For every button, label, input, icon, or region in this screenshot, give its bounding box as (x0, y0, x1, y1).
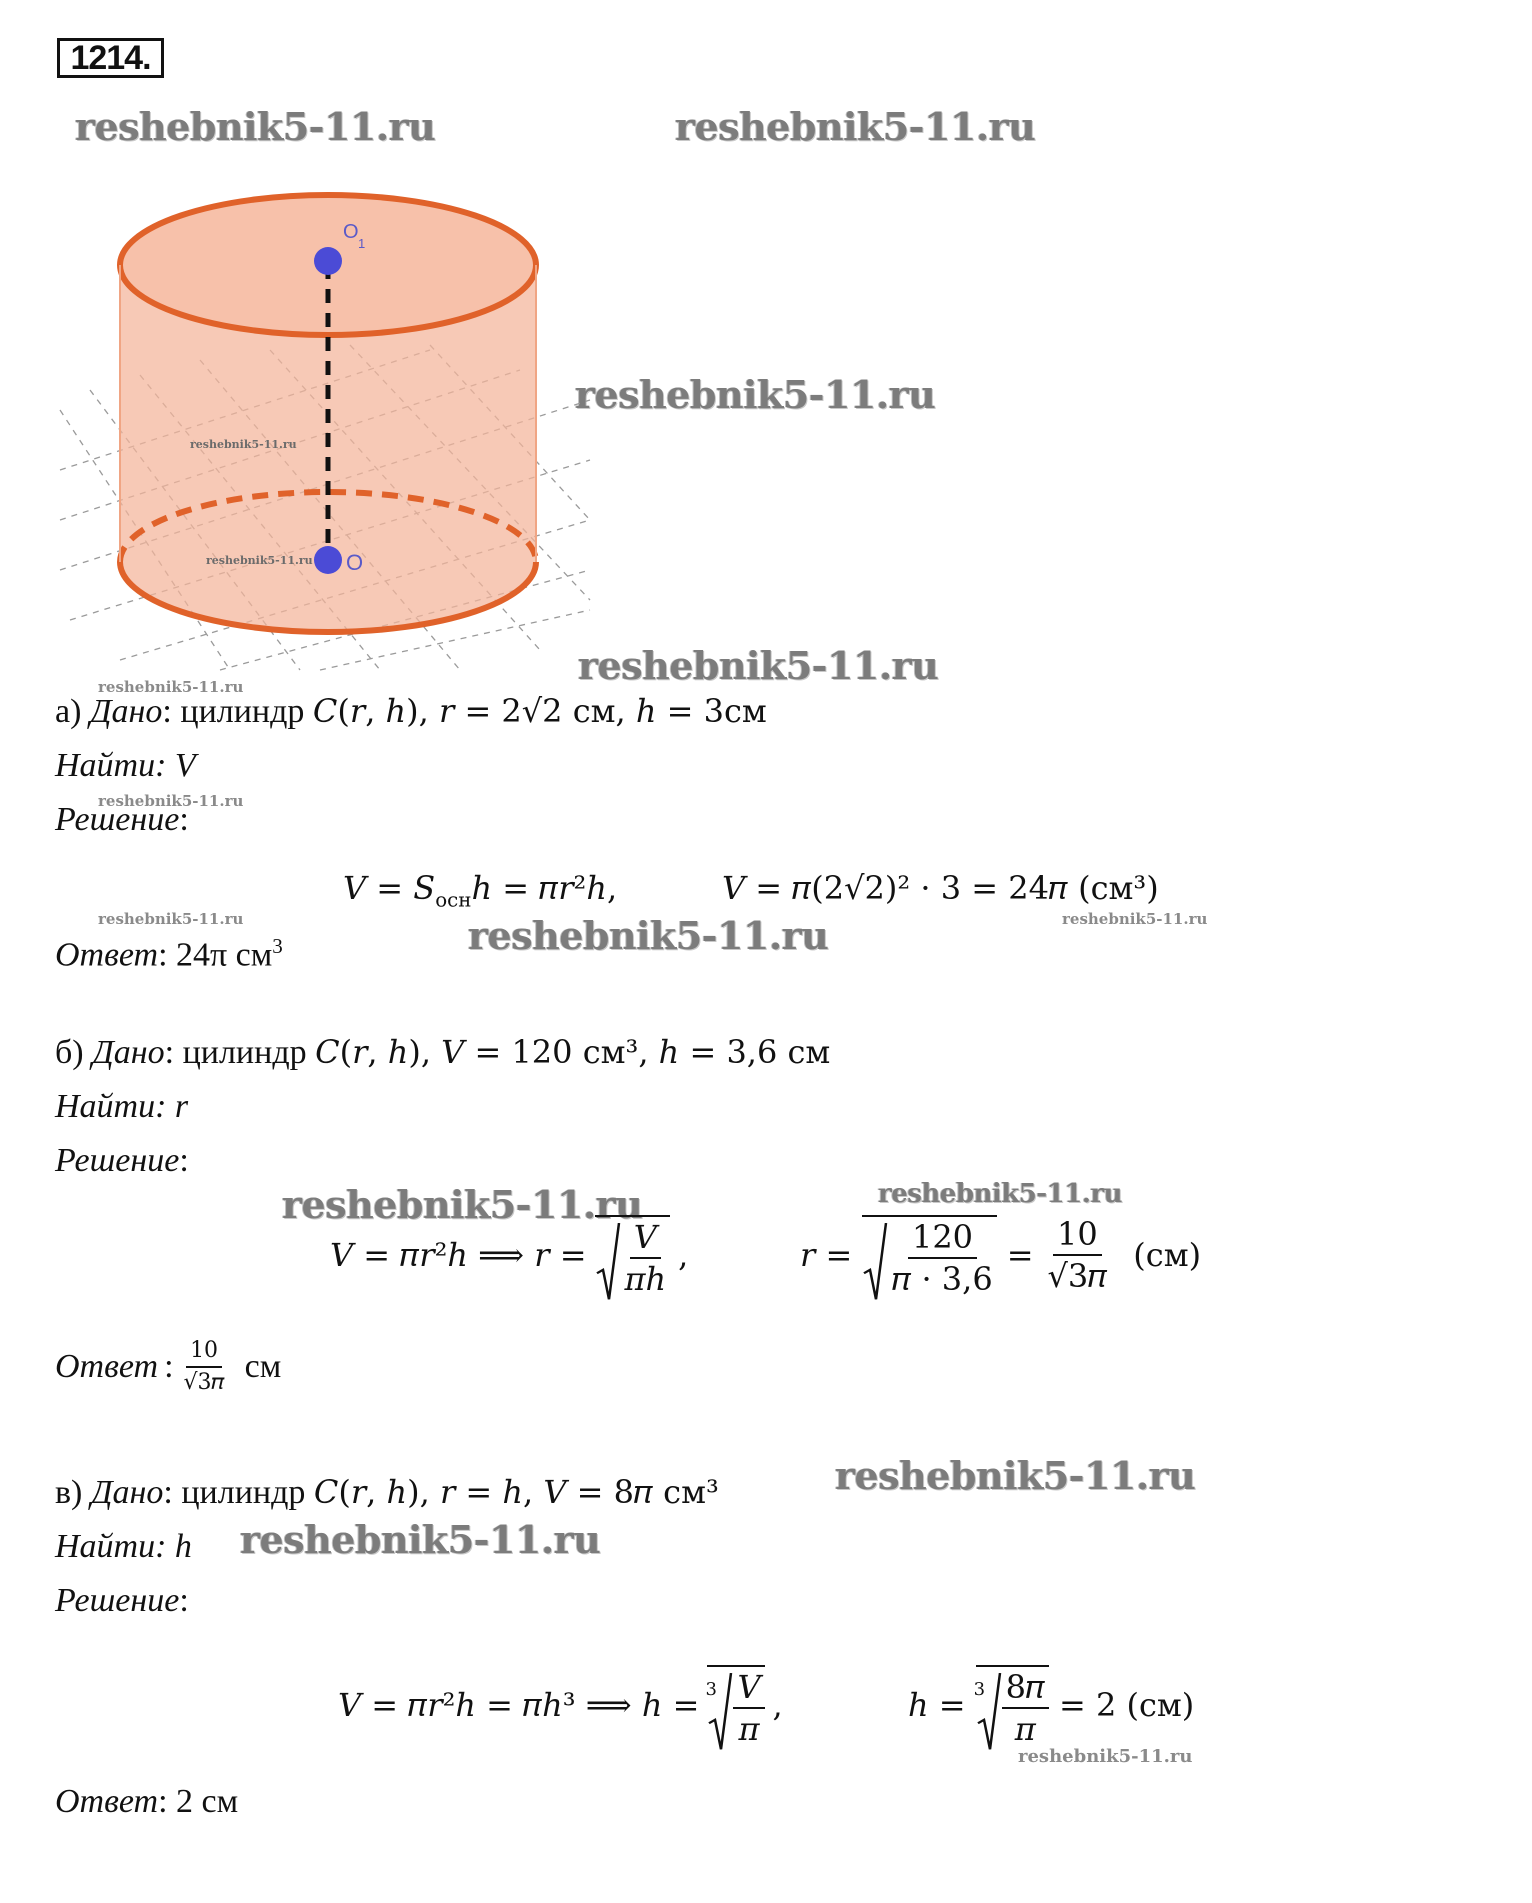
find-text: : r (155, 1088, 189, 1125)
watermark: reshebnik5-11.ru (835, 1453, 1196, 1498)
part-a-letter: а) (55, 693, 82, 730)
unit: (см) (1133, 1236, 1202, 1274)
watermark: reshebnik5-11.ru (468, 913, 829, 958)
watermark-small: reshebnik5-11.ru (98, 678, 244, 696)
frac1-den: 𝜋 (738, 1710, 760, 1748)
part-c-formula-right (908, 1655, 1194, 1755)
watermark-small: reshebnik5-11.ru (98, 910, 244, 928)
solution-colon: : (179, 1142, 189, 1179)
problem-number: 1214. (57, 38, 164, 78)
frac3-num: 10 (1053, 1218, 1102, 1256)
answer-colon: : (164, 1348, 174, 1385)
frac1-den: 𝜋ℎ (624, 1260, 667, 1298)
part-c-answer (55, 1782, 238, 1822)
part-b-letter: б) (55, 1034, 84, 1071)
watermark-tiny: reshebnik5-11.ru (206, 554, 313, 567)
comma: , (772, 1686, 783, 1724)
root-index: 3 (705, 1679, 717, 1700)
frac2-den: 𝜋 · 3,6 (892, 1260, 993, 1298)
solution-colon: : (179, 1582, 189, 1619)
formula-mid: ℎ = 𝜋𝑟²ℎ, (471, 869, 618, 907)
part-b-solution (55, 1141, 189, 1181)
watermark: reshebnik5-11.ru (575, 372, 936, 417)
watermark: reshebnik5-11.ru (240, 1517, 601, 1562)
cylinder-figure (50, 170, 610, 690)
part-a-solution (55, 800, 189, 840)
watermark: reshebnik5-11.ru (282, 1182, 643, 1227)
given-label: Дано (92, 1034, 165, 1071)
watermark: reshebnik5-11.ru (675, 104, 1036, 149)
part-b-formula-right (800, 1210, 1201, 1300)
solution-colon: : (179, 801, 189, 838)
solution-label: Решение (55, 1142, 180, 1179)
given-math: 𝐶(𝑟, ℎ), 𝑉 = 120 см³, ℎ = 3,6 см (315, 1033, 831, 1071)
part-b-answer (55, 1340, 281, 1394)
answer-sup: 3 (272, 934, 283, 958)
sqrt-2 (862, 1215, 996, 1298)
result: = 2 (см) (1058, 1686, 1195, 1724)
point-o1 (314, 247, 342, 275)
frac2-num: 8𝜋 (1002, 1671, 1049, 1709)
given-text: : цилиндр (162, 693, 313, 730)
given-text: : цилиндр (163, 1474, 314, 1511)
given-math: 𝐶(𝑟, ℎ), 𝑟 = ℎ, 𝑉 = 8𝜋 см³ (313, 1473, 719, 1511)
sqrt-sign (595, 1223, 621, 1301)
answer-text: : 24π см (158, 936, 273, 974)
label-o1-sub: 1 (358, 236, 366, 251)
answer-unit: см (244, 1348, 282, 1385)
comma: , (678, 1236, 689, 1274)
cbrt-2 (973, 1665, 1049, 1748)
r-eq: 𝑟 = (800, 1236, 853, 1274)
frac2-den: 𝜋 (1014, 1710, 1036, 1748)
find-label: Найти (55, 747, 156, 784)
formula-sub: осн (435, 888, 472, 912)
cbrt-1 (705, 1665, 764, 1748)
watermark-tiny: reshebnik5-11.ru (190, 438, 297, 451)
root-index: 3 (973, 1679, 986, 1700)
part-a-formula (343, 869, 618, 912)
eq: = (1006, 1236, 1034, 1274)
given-label: Дано (89, 693, 163, 730)
formula-left: 𝑉 = 𝑆 (343, 869, 436, 907)
part-c-letter: в) (55, 1474, 83, 1511)
part-a-formula-right: 𝑉 = 𝜋(2√2)² · 3 = 24𝜋 (см³) (722, 869, 1159, 907)
given-label: Дано (90, 1474, 164, 1511)
part-c-solution (55, 1581, 189, 1621)
formula-left: 𝑉 = 𝜋𝑟²ℎ ⟹ 𝑟 = (330, 1236, 587, 1274)
part-a-given (55, 692, 767, 732)
answer-text: : 2 см (158, 1783, 239, 1820)
answer-num: 10 (186, 1340, 222, 1368)
point-o (314, 546, 342, 574)
frac3-den: √3𝜋 (1047, 1257, 1108, 1295)
watermark-small: reshebnik5-11.ru (98, 792, 244, 810)
given-math: 𝐶(𝑟, ℎ), 𝑟 = 2√2 см, ℎ = 3см (312, 692, 767, 730)
watermark: reshebnik5-11.ru (75, 104, 436, 149)
find-text: : h (155, 1528, 192, 1565)
h-eq: ℎ = (908, 1686, 966, 1724)
part-c-given (55, 1473, 719, 1513)
solution-label: Решение (55, 1582, 180, 1619)
root-sign (973, 1673, 1002, 1751)
answer-label: Ответ (55, 1348, 159, 1385)
part-c-formula (338, 1655, 783, 1755)
answer-den: √3𝜋 (183, 1370, 225, 1395)
part-a-find (55, 746, 196, 786)
given-text: : цилиндр (164, 1034, 316, 1071)
frac2-num: 120 (908, 1221, 977, 1259)
label-o1: O (343, 221, 359, 243)
answer-label: Ответ (55, 1783, 159, 1820)
part-b-find (55, 1087, 188, 1127)
label-o: O (346, 550, 364, 575)
formula-left: 𝑉 = 𝜋𝑟²ℎ = 𝜋ℎ³ ⟹ ℎ = (338, 1686, 700, 1724)
root-sign (707, 1673, 733, 1751)
solution-label: Решение (55, 801, 180, 838)
sqrt-1 (595, 1215, 671, 1298)
frac1-num: 𝑉 (630, 1221, 661, 1259)
watermark: reshebnik5-11.ru (878, 1179, 1123, 1209)
part-a-answer (55, 926, 283, 975)
part-b-formula (330, 1210, 688, 1300)
find-label: Найти (55, 1088, 156, 1125)
watermark-small: reshebnik5-11.ru (1018, 1746, 1193, 1767)
find-text: : V (155, 747, 196, 784)
frac1-num: 𝑉 (733, 1671, 764, 1709)
part-b-given (55, 1033, 830, 1073)
part-c-find (55, 1527, 192, 1567)
watermark-small: reshebnik5-11.ru (1062, 910, 1208, 928)
answer-label: Ответ (55, 936, 159, 974)
watermark: reshebnik5-11.ru (578, 643, 939, 688)
sqrt-sign (862, 1223, 888, 1301)
find-label: Найти (55, 1528, 156, 1565)
